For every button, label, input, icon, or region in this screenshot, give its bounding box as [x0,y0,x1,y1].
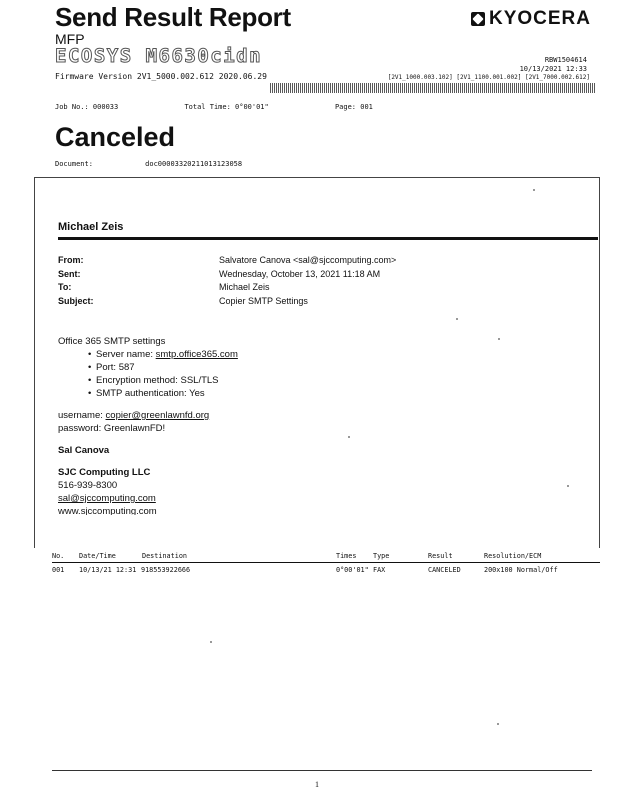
page-count: Page: 001 [334,103,373,111]
company-phone: 516-939-8300 [58,480,118,491]
job-status: Canceled [55,122,176,152]
firmware-list: [2V1_1000.003.102] [2V1_1100.001.002] [2V1_7000.002.612] [387,74,590,81]
firmware-version: Firmware Version 2V1_5000.002.612 2020.06.29 [55,72,267,81]
col-destination: Destination [142,552,188,560]
document-line [55,160,242,168]
cell-resolution: 200x100 Normal/Off [484,566,558,574]
header-label: Subject: [58,295,94,306]
bullet-encryption: • Encryption method: SSL/TLS [58,374,238,387]
scan-speck [456,318,458,320]
report-subtitle: MFP [55,31,85,47]
serial-number: RBW1504614 [544,56,587,64]
scan-speck [533,189,535,191]
header-label: To: [58,282,72,292]
table-header-row [52,549,600,563]
dither-bar [270,83,595,93]
job-number: Job No.: 000033 [55,103,119,111]
bullet-auth: • SMTP authentication: Yes [58,387,238,400]
col-times: Times [336,552,357,560]
server-link[interactable]: smtp.office365.com [155,349,238,360]
header-value: Copier SMTP Settings [219,295,308,306]
email-recipient-name: Michael Zeis [58,221,124,233]
document-label: Document: [55,160,93,168]
report-title: Send Result Report [55,2,291,32]
brand-logo [471,8,591,30]
scan-speck [348,436,350,438]
header-label: Sent: [58,268,81,279]
bullet-server [58,348,238,361]
device-model: ECOSYS M6630cidn [55,45,263,67]
password-line: password: GreenlawnFD! [58,423,166,434]
col-resolution: Resolution/ECM [484,552,542,560]
total-time: Total Time: 0°00'01" [184,103,269,111]
body-intro: Office 365 SMTP settings [58,336,166,347]
col-result: Result [428,552,453,560]
serial-block [520,56,587,74]
scan-speck [498,338,500,340]
col-no: No. [52,552,65,560]
header-label: From: [58,255,84,265]
brand-name: KYOCERA [488,8,591,29]
table-row [52,563,600,577]
company-name: SJC Computing LLC [58,467,151,478]
signoff: Sal Canova [58,445,110,456]
signature-email-link[interactable]: sal@sjccomputing.com [58,493,156,504]
header-value: Salvatore Canova <sal@sjccomputing.com> [219,255,397,265]
kyocera-logo-icon [471,12,485,26]
username-link[interactable]: copier@greenlawnfd.org [105,410,210,421]
page-number: 1 [315,780,319,789]
email-body [58,335,238,515]
cell-no: 001 [52,566,65,574]
cell-times: 0°00'01" [336,566,369,574]
job-info [55,103,435,111]
cell-result: CANCELED [428,566,461,574]
cell-datetime: 10/13/21 12:31 [79,566,137,574]
scan-speck [567,485,569,487]
scan-speck [497,723,499,725]
email-headers [58,254,458,310]
col-datetime: Date/Time [79,552,116,560]
result-table [52,549,600,577]
server-label: Server name: [96,349,156,360]
username-label: username: [58,410,106,421]
scan-speck [210,641,212,643]
bullet-port: • Port: 587 [58,361,238,374]
header-value: Michael Zeis [219,282,270,292]
document-value: doc00003320211013123058 [145,160,243,168]
cell-type: FAX [373,566,386,574]
website-link[interactable]: www.sjccomputing.com [58,506,157,515]
header-value: Wednesday, October 13, 2021 11:18 AM [219,268,381,279]
col-type: Type [373,552,390,560]
print-time: 10/13/2021 12:33 [519,65,587,73]
footer-rule [52,770,592,771]
username-line [58,409,238,422]
header-rule [58,237,598,240]
cell-destination: 918553922666 [141,566,191,574]
